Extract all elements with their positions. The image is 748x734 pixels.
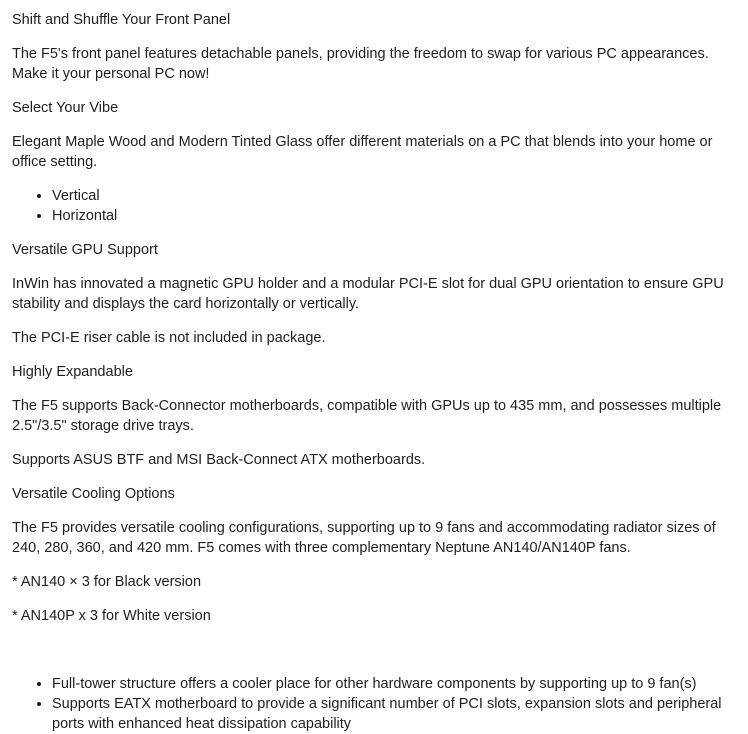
paragraph-cooling-config: The F5 provides versatile cooling configurations, supporting up to 9 fans and accommodating radiator sizes of 240, 280, 360, and 420 mm. F5 comes with three complementary Neptune AN140/AN140P fans. xyxy=(12,520,716,556)
section-heading-gpu-support: Versatile GPU Support xyxy=(12,242,158,258)
paragraph-back-connector: The F5 supports Back-Connector motherboards, compatible with GPUs up to 435 mm, and possesses multiple 2.5"/3.5" storage drive trays. xyxy=(12,398,722,434)
section-heading-front-panel: Shift and Shuffle Your Front Panel xyxy=(12,12,231,28)
paragraph-materials: Elegant Maple Wood and Modern Tinted Glass offer different materials on a PC that blends into your home or office setting. xyxy=(12,134,713,170)
section-heading-expandable: Highly Expandable xyxy=(12,364,133,380)
section-heading-cooling: Versatile Cooling Options xyxy=(12,486,175,502)
list-item: • Vertical xyxy=(52,186,744,206)
list-item: • Horizontal xyxy=(52,206,744,226)
note-black-version: * AN140 × 3 for Black version xyxy=(12,574,202,590)
feature-list xyxy=(12,674,744,734)
paragraph-btf-support: Supports ASUS BTF and MSI Back-Connect ATX motherboards. xyxy=(12,452,426,468)
list-item: • Supports EATX motherboard to provide a significant number of PCI slots, expansion slots and peripheral ports with enhanced heat dissipation capability xyxy=(52,694,744,734)
spacer xyxy=(12,640,744,674)
list-item: • Full-tower structure offers a cooler place for other hardware components by supporting up to 9 fan(s) xyxy=(52,674,744,694)
section-heading-select-vibe: Select Your Vibe xyxy=(12,100,119,116)
paragraph-gpu-holder: InWin has innovated a magnetic GPU holder and a modular PCI-E slot for dual GPU orientation to ensure GPU stability and displays the card horizontally or vertically. xyxy=(12,276,724,312)
orientation-list xyxy=(12,186,744,226)
paragraph-front-panel: The F5's front panel features detachable panels, providing the freedom to swap for various PC appearances. Make it your personal PC now! xyxy=(12,46,709,82)
paragraph-riser-note: The PCI-E riser cable is not included in package. xyxy=(12,330,326,346)
note-white-version: * AN140P x 3 for White version xyxy=(12,608,211,624)
